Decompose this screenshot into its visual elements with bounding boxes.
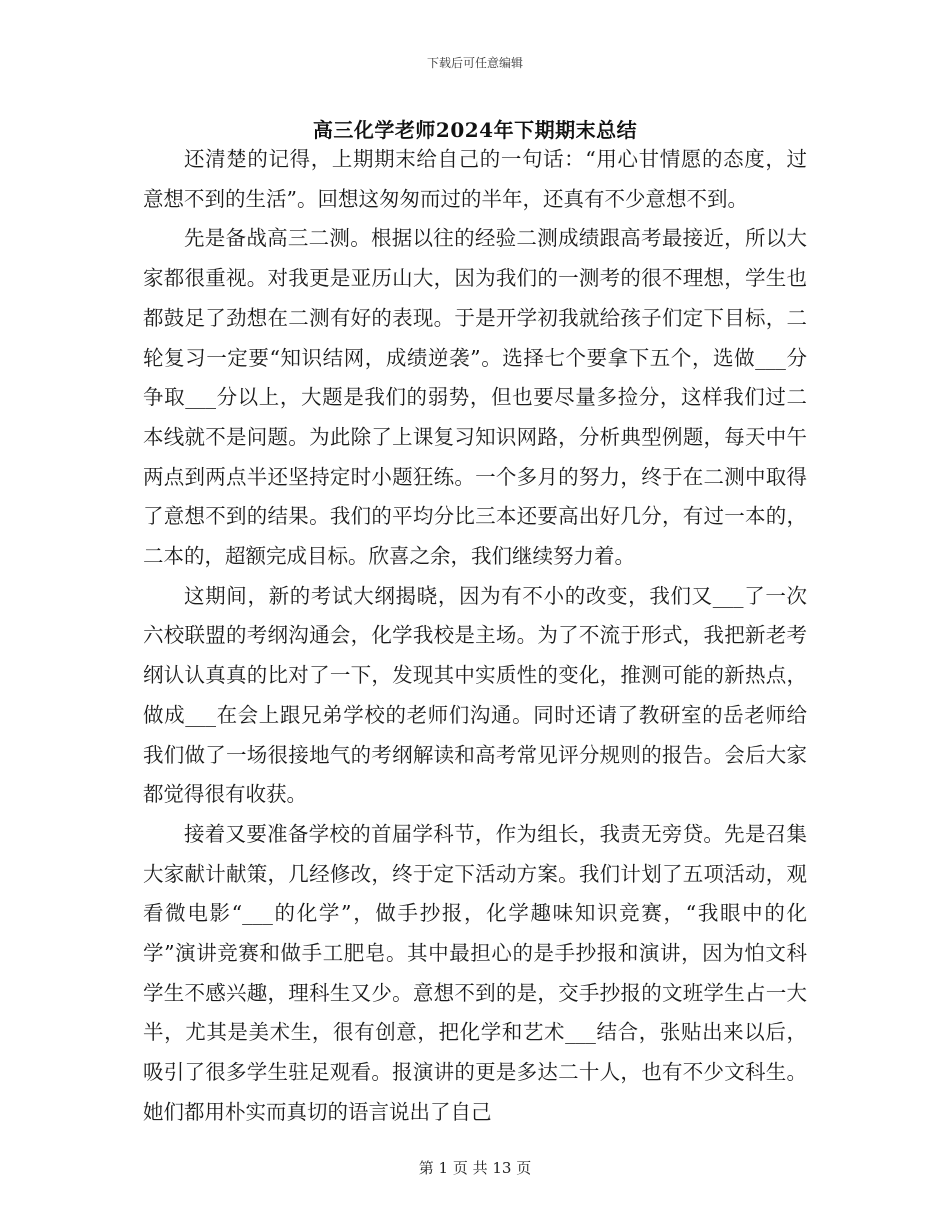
header-note: 下载后可任意编辑 xyxy=(426,56,523,70)
paragraph-1: 还清楚的记得，上期期末给自己的一句话：“用心甘情愿的态度，过意想不到的生活”。回想这匆匆而过的半年，还真有不少意想不到。 xyxy=(143,147,807,211)
document-title: 高三化学老师2024年下期期末总结 xyxy=(312,118,638,142)
paragraph-2: 先是备战高三二测。根据以往的经验二测成绩跟高考最接近，所以大家都很重视。对我更是亚历山大，因为我们的一测考的很不理想，学生也都鼓足了劲想在二测有好的表现。于是开学初我就给孩子们定下目标，二轮复习一定要“知识结网，成绩逆袭”。选择七个要拿下五个，选做___分争取___分以上，大题是我们的弱势，但也要尽量多捡分，这样我们过二本线就不是问题。为此除了上课复习知识网路，分析典型例题，每天中午两点到两点半还坚持定时小题狂练。一个多月的努力，终于在二测中取得了意想不到的结果。我们的平均分比三本还要高出好几分，有过一本的，二本的，超额完成目标。欣喜之余，我们继续努力着。 xyxy=(143,226,807,569)
document-body xyxy=(143,140,807,1133)
paragraph-4: 接着又要准备学校的首届学科节，作为组长，我责无旁贷。先是召集大家献计献策，几经修改，终于定下活动方案。我们计划了五项活动，观看微电影“___的化学”，做手抄报，化学趣味知识竞赛，“我眼中的化学”演讲竞赛和做手工肥皂。其中最担心的是手抄报和演讲，因为怕文科学生不感兴趣，理科生又少。意想不到的是，交手抄报的文班学生占一大半，尤其是美术生，很有创意，把化学和艺术___结合，张贴出来以后，吸引了很多学生驻足观看。报演讲的更是多达二十人，也有不少文科生。她们都用朴实而真切的语言说出了自己 xyxy=(143,821,807,1124)
paragraph-3: 这期间，新的考试大纲揭晓，因为有不小的改变，我们又___了一次六校联盟的考纲沟通会，化学我校是主场。为了不流于形式，我把新老考纲认认真真的比对了一下，发现其中实质性的变化，推测可能的新热点，做成___在会上跟兄弟学校的老师们沟通。同时还请了教研室的岳老师给我们做了一场很接地气的考纲解读和高考常见评分规则的报告。会后大家都觉得很有收获。 xyxy=(143,583,807,807)
page-footer: 第 1 页 共 13 页 xyxy=(418,1159,532,1177)
